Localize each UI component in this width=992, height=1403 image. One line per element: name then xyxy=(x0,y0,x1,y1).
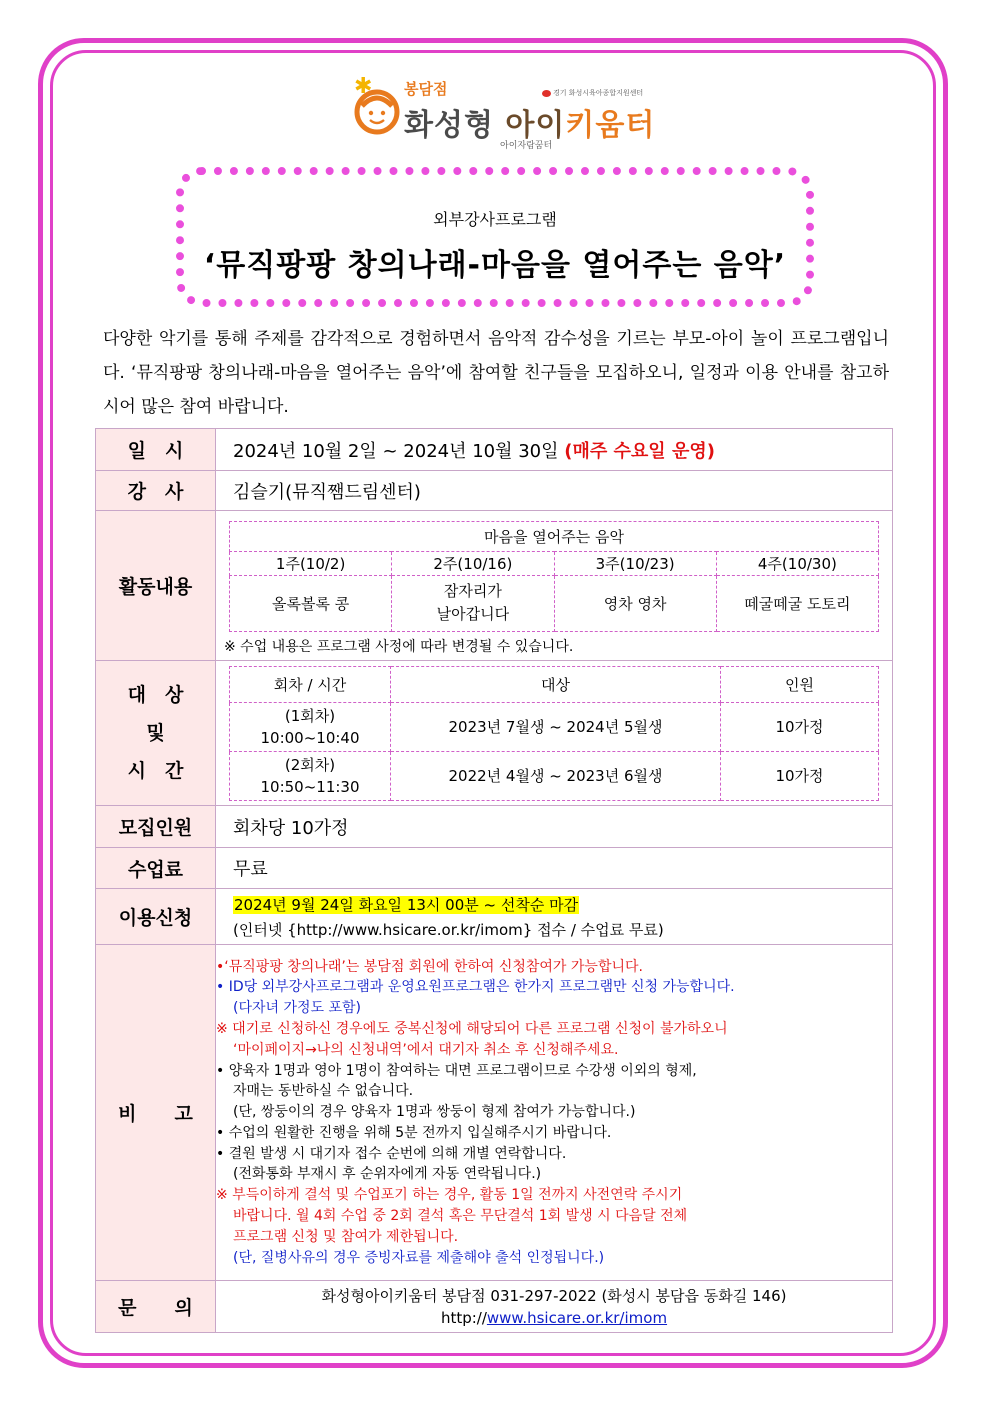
child-face-icon xyxy=(352,86,402,136)
remark-1: •‘뮤직팡팡 창의나래’는 봉담점 회원에 한하여 신청참여가 가능합니다. xyxy=(216,958,643,975)
remark-3: (다자녀 가정도 포함) xyxy=(233,1000,362,1017)
session-2-time: 10:50~11:30 xyxy=(260,777,360,796)
target-header-count: 인원 xyxy=(721,666,879,702)
label-fee: 수업료 xyxy=(96,848,216,889)
remark-2: • ID당 외부강사프로그램과 운영요원프로그램은 한가지 프로그램만 신청 가능합니다. xyxy=(216,979,735,996)
week-4: 4주(10/30) xyxy=(716,551,878,575)
session-2 xyxy=(230,751,391,800)
logo-name-part1: 화성형 xyxy=(404,108,494,143)
value-target xyxy=(216,661,893,806)
remark-11: (전화통화 부재시 후 순위자에게 자동 연락됩니다.) xyxy=(233,1166,542,1183)
star-icon: ✱ xyxy=(354,74,373,99)
content-3: 영차 영차 xyxy=(554,575,716,631)
logo-name-part3: 키움터 xyxy=(565,108,656,143)
apply-detail: (인터넷 {http://www.hsicare.or.kr/imom} 접수 / 수업료 무료) xyxy=(233,920,664,939)
target-header-session: 회차 / 시간 xyxy=(230,666,391,702)
remark-8: (단, 쌍둥이의 경우 양육자 1명과 쌍둥이 형제 참여가 가능합니다.) xyxy=(233,1104,636,1121)
value-activity xyxy=(216,511,893,661)
row-recruit xyxy=(96,806,893,848)
remark-14: 프로그램 신청 및 참여가 제한됩니다. xyxy=(233,1228,459,1245)
apply-period: 2024년 9월 24일 화요일 13시 00분 ~ 선착순 마감 xyxy=(234,895,579,914)
label-target-2: 및 xyxy=(146,722,165,744)
row-schedule xyxy=(96,429,893,471)
value-apply xyxy=(216,889,893,945)
schedule-weekday: (매주 수요일 운영) xyxy=(564,440,715,462)
title-sub: 외부강사프로그램 xyxy=(433,210,557,229)
content-2: 잠자리가 날아갑니다 xyxy=(392,575,554,631)
row-activity xyxy=(96,511,893,661)
row-target xyxy=(96,661,893,806)
week-2: 2주(10/16) xyxy=(392,551,554,575)
contact-url-link[interactable]: www.hsicare.or.kr/imom xyxy=(486,1308,668,1327)
week-1: 1주(10/2) xyxy=(230,551,392,575)
session-1-time: 10:00~10:40 xyxy=(260,728,360,747)
schedule-dates: 2024년 10월 2일 ~ 2024년 10월 30일 xyxy=(233,440,559,462)
activity-table xyxy=(229,521,879,632)
session-2-target: 2022년 4월생 ~ 2023년 6월생 xyxy=(391,751,721,800)
contact-url-line xyxy=(216,1307,892,1329)
session-1-count: 10가정 xyxy=(721,702,879,751)
value-instructor: 김슬기(뮤직쨈드림센터) xyxy=(216,471,893,511)
label-activity: 활동내용 xyxy=(96,511,216,661)
logo-branch: 봉담점 xyxy=(404,80,448,98)
activity-note: ※ 수업 내용은 프로그램 사정에 따라 변경될 수 있습니다. xyxy=(224,638,574,655)
label-recruit: 모집인원 xyxy=(96,806,216,848)
remark-12: ※ 부득이하게 결석 및 수업포기 하는 경우, 활동 1일 전까지 사전연락 주시기 xyxy=(216,1187,683,1204)
label-target xyxy=(96,661,216,806)
session-1-name: (1회차) xyxy=(284,706,336,725)
week-3: 3주(10/23) xyxy=(554,551,716,575)
logo-subtitle: 아이자람꿈터 xyxy=(500,141,553,151)
remark-15: (단, 질병사유의 경우 증빙자료를 제출해야 출석 인정됩니다.) xyxy=(233,1249,605,1266)
logo-name-part2: 아이 xyxy=(505,108,566,143)
info-table xyxy=(95,428,893,1333)
contact-info: 화성형아이키움터 봉담점 031-297-2022 (화성시 봉담읍 동화길 146) xyxy=(321,1286,787,1305)
org-emblem-icon xyxy=(542,90,551,97)
row-instructor xyxy=(96,471,893,511)
remark-6: • 양육자 1명과 영아 1명이 참여하는 대면 프로그램이므로 수강생 이외의 형제, xyxy=(216,1062,697,1079)
label-instructor: 강 사 xyxy=(96,471,216,511)
remark-10: • 결원 발생 시 대기자 접수 순번에 의해 개별 연락합니다. xyxy=(216,1145,567,1162)
content-1: 올록볼록 콩 xyxy=(230,575,392,631)
remark-5: ‘마이페이지→나의 신청내역’에서 대기자 취소 후 신청해주세요. xyxy=(233,1041,619,1058)
remark-13: 바랍니다. 월 4회 수업 중 2회 결석 혹은 무단결석 1회 발생 시 다음달 전체 xyxy=(233,1208,688,1225)
logo xyxy=(352,74,656,156)
row-apply xyxy=(96,889,893,945)
row-fee xyxy=(96,848,893,889)
session-1 xyxy=(230,702,391,751)
content-4: 떼굴떼굴 도토리 xyxy=(716,575,878,631)
session-1-target: 2023년 7월생 ~ 2024년 5월생 xyxy=(391,702,721,751)
value-contact xyxy=(216,1281,893,1333)
logo-org xyxy=(542,88,643,98)
value-recruit: 회차당 10가정 xyxy=(216,806,893,848)
session-2-count: 10가정 xyxy=(721,751,879,800)
logo-org-text: 경기 화성시육아종합지원센터 xyxy=(553,89,644,97)
value-remarks xyxy=(216,945,893,1281)
intro-text: 다양한 악기를 통해 주제를 감각적으로 경험하면서 음악적 감수성을 기르는 부모-아이 놀이 프로그램입니다. ‘뮤직팡팡 창의나래-마음을 열어주는 음악’에 참여할 친구들을 모집하오니, 일정과 이용 안내를 참고하시어 많은 참여 바랍니다. xyxy=(103,329,889,417)
activity-header: 마음을 열어주는 음악 xyxy=(230,521,879,551)
target-header-target: 대상 xyxy=(391,666,721,702)
value-fee: 무료 xyxy=(216,848,893,889)
row-remarks xyxy=(96,945,893,1281)
remark-7: 자매는 동반하실 수 없습니다. xyxy=(233,1083,414,1100)
label-remarks: 비 고 xyxy=(96,945,216,1281)
label-target-1: 대 상 xyxy=(127,684,184,706)
contact-url-prefix: http:// xyxy=(440,1308,487,1327)
title-box xyxy=(176,167,814,307)
remark-9: • 수업의 원활한 진행을 위해 5분 전까지 입실해주시기 바랍니다. xyxy=(216,1124,612,1141)
page-title: ‘뮤직팡팡 창의나래-마음을 열어주는 음악’ xyxy=(203,248,787,283)
label-contact: 문 의 xyxy=(96,1281,216,1333)
row-contact xyxy=(96,1281,893,1333)
target-table xyxy=(229,666,879,801)
label-apply: 이용신청 xyxy=(96,889,216,945)
remark-4: ※ 대기로 신청하신 경우에도 중복신청에 해당되어 다른 프로그램 신청이 불가하오니 xyxy=(216,1020,728,1037)
label-schedule: 일 시 xyxy=(96,429,216,471)
label-target-3: 시 간 xyxy=(127,760,184,782)
value-schedule xyxy=(216,429,893,471)
session-2-name: (2회차) xyxy=(284,755,336,774)
